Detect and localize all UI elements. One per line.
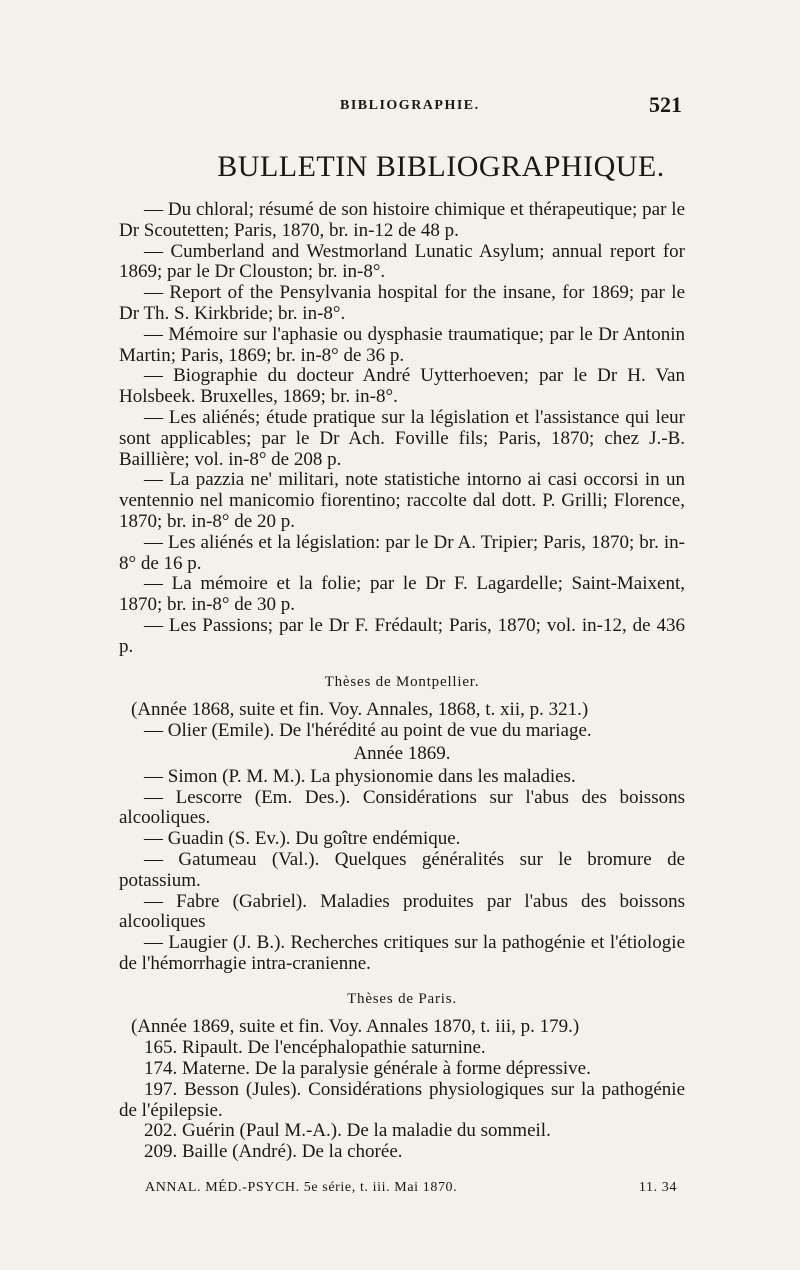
list-item: — Biographie du docteur André Uytterhoeven; par le Dr H. Van Holsbeek. Bruxelles, 1869; br. in-8°. <box>119 365 685 408</box>
list-item: — Gatumeau (Val.). Quelques généralités sur le bromure de potassium. <box>119 848 685 891</box>
list-item: — Guadin (S. Ev.). Du goître endémique. <box>144 828 461 850</box>
footer-signature: 11. 34 <box>638 1180 677 1195</box>
list-item: — Les aliénés et la législation: par le Dr A. Tripier; Paris, 1870; br. in-8° de 16 p. <box>119 531 685 574</box>
list-item: — Lescorre (Em. Des.). Considérations sur l'abus des boissons alcooliques. <box>119 786 685 829</box>
section-heading-montpellier: Thèses de Montpellier. <box>324 673 480 690</box>
page-number: 521 <box>649 92 682 117</box>
list-item: 174. Materne. De la paralysie générale à forme dépressive. <box>144 1058 591 1080</box>
list-item: — Cumberland and Westmorland Lunatic Asylum; annual report for 1869; par le Dr Clouston; br. in-8°. <box>119 240 685 283</box>
list-item: 197. Besson (Jules). Considérations physiologiques sur la pathogénie de l'épilepsie. <box>119 1078 685 1121</box>
year-heading: Année 1869. <box>353 742 451 764</box>
list-item: — La mémoire et la folie; par le Dr F. Lagardelle; Saint-Maixent, 1870; br. in-8° de 30 p. <box>119 573 685 616</box>
list-item: — Les Passions; par le Dr F. Frédault; Paris, 1870; vol. in-12, de 436 p. <box>119 614 685 657</box>
section-intro: (Année 1869, suite et fin. Voy. Annales 1870, t. iii, p. 179.) <box>131 1016 580 1038</box>
list-item: — Report of the Pensylvania hospital for the insane, for 1869; par le Dr Th. S. Kirkbride; br. in-8°. <box>119 282 685 324</box>
list-item: — Les aliénés; étude pratique sur la législation et l'assistance qui leur sont applicables; par le Dr Ach. Foville fils; Paris, 1870; chez J.-B. Baillière; vol. in-8° de 208 p. <box>119 406 685 470</box>
list-item: 165. Ripault. De l'encéphalopathie saturnine. <box>144 1037 486 1059</box>
list-item: — Fabre (Gabriel). Maladies produites par l'abus des boissons alcooliques <box>119 890 685 933</box>
running-head <box>200 92 682 122</box>
footer-citation: ANNAL. MÉD.-PSYCH. 5e série, t. iii. Mai 1870. <box>145 1180 458 1195</box>
list-item: — Du chloral; résumé de son histoire chimique et thérapeutique; par le Dr Scoutetten; Paris, 1870, br. in-12 de 48 p. <box>119 199 685 241</box>
list-item: 209. Baille (André). De la chorée. <box>144 1141 403 1163</box>
list-item: — Simon (P. M. M.). La physionomie dans les maladies. <box>144 765 576 787</box>
list-item: — La pazzia ne' militari, note statistiche intorno ai casi occorsi in un ventennio nel manicomio fiorentino; raccolte dal dott. P. Grilli; Florence, 1870; br. in-8° de 20 p. <box>119 469 685 532</box>
footer <box>145 1180 685 1196</box>
list-item: 202. Guérin (Paul M.-A.). De la maladie du sommeil. <box>144 1120 551 1142</box>
list-item: — Mémoire sur l'aphasie ou dysphasie traumatique; par le Dr Antonin Martin; Paris, 1869; br. in-8° de 36 p. <box>119 323 685 366</box>
page-title: BULLETIN BIBLIOGRAPHIQUE. <box>217 150 665 183</box>
section-heading-paris: Thèses de Paris. <box>347 990 457 1007</box>
list-item: — Laugier (J. B.). Recherches critiques sur la pathogénie et l'étiologie de l'hémorrhagie intra-cranienne. <box>119 932 685 974</box>
running-head-title: BIBLIOGRAPHIE. <box>340 98 480 113</box>
list-item: — Olier (Emile). De l'hérédité au point de vue du mariage. <box>144 720 592 742</box>
section-intro: (Année 1868, suite et fin. Voy. Annales, 1868, t. xii, p. 321.) <box>131 699 589 721</box>
article-body <box>119 200 685 1163</box>
